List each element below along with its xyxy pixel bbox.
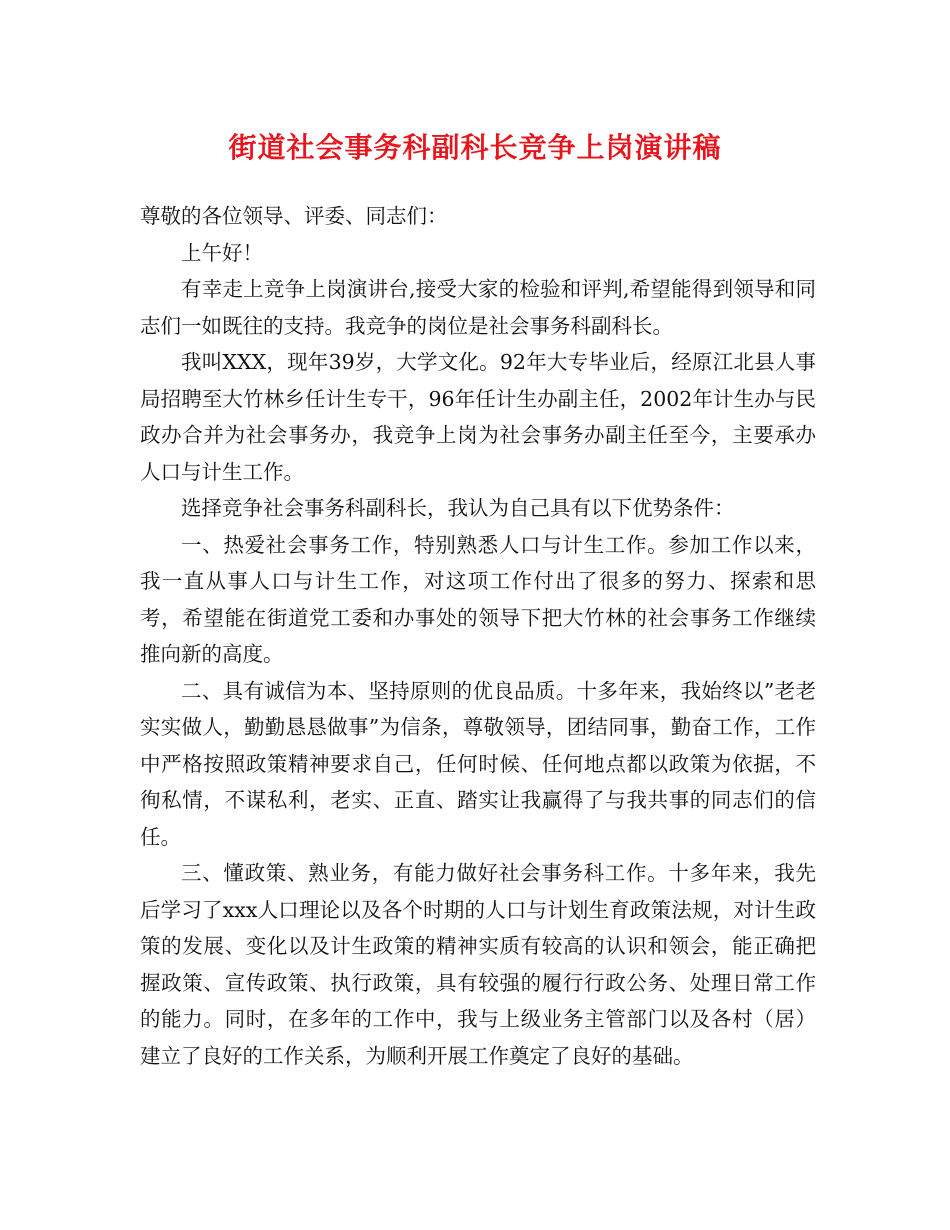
- document-title: 街道社会事务科副科长竞争上岗演讲稿: [228, 131, 722, 164]
- advantage-two-paragraph: 二、具有诚信为本、坚持原则的优良品质。十多年来，我始终以”老老实实做人，勤勤恳恳做事”为信条，尊敬领导，团结同事，勤奋工作，工作中严格按照政策精神要求自己，任何时候、任何地点都以政策为依据，不徇私情，不谋私利，老实、正直、踏实让我赢得了与我共事的同志们的信任。: [140, 678, 816, 849]
- advantage-one-paragraph: 一、热爱社会事务工作，特别熟悉人口与计生工作。参加工作以来，我一直从事人口与计生工作，对这项工作付出了很多的努力、探索和思考，希望能在街道党工委和办事处的领导下把大竹林的社会事务工作继续推向新的高度。: [140, 532, 816, 666]
- intro-paragraph: 有幸走上竞争上岗演讲台,接受大家的检验和评判,希望能得到领导和同志们一如既往的支持。我竞争的岗位是社会事务科副科长。: [140, 277, 816, 338]
- salutation-paragraph: 尊敬的各位领导、评委、同志们：: [140, 204, 448, 228]
- greeting-paragraph: 上午好！: [181, 240, 263, 265]
- advantages-intro-paragraph: 选择竞争社会事务科副科长，我认为自己具有以下优势条件：: [181, 496, 735, 520]
- background-paragraph: 我叫XXX，现年39岁，大学文化。92年大专毕业后，经原江北县人事局招聘至大竹林乡任计生专干，96年任计生办副主任，2002年计生办与民政办合并为社会事务办，我竞争上岗为社会事务办副主任至今，主要承办人口与计生工作。: [140, 350, 816, 484]
- advantage-three-paragraph: 三、懂政策、熟业务，有能力做好社会事务科工作。十多年来，我先后学习了xxx人口理论以及各个时期的人口与计划生育政策法规，对计生政策的发展、变化以及计生政策的精神实质有较高的认识和领会，能正确把握政策、宣传政策、执行政策，具有较强的履行行政公务、处理日常工作的能力。同时，在多年的工作中，我与上级业务主管部门以及各村（居）建立了良好的工作关系，为顺利开展工作奠定了良好的基础。: [140, 861, 816, 1068]
- document-body: [140, 198, 816, 1074]
